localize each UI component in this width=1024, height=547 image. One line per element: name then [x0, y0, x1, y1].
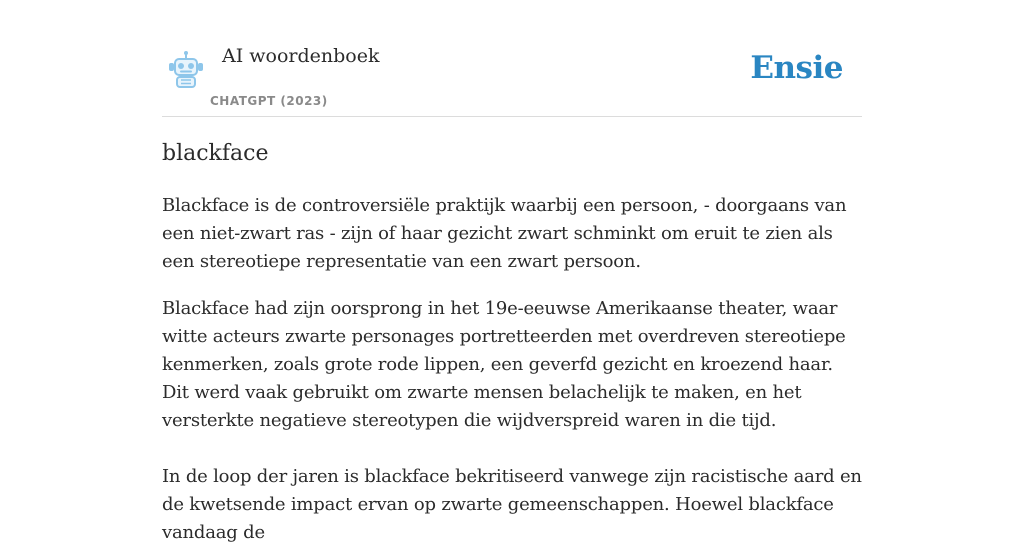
- entry-header: [162, 0, 862, 117]
- entry-content: [162, 136, 862, 547]
- robot-icon: [166, 50, 206, 90]
- source-meta: CHATGPT (2023): [210, 94, 328, 108]
- definition-paragraph: Blackface had zijn oorsprong in het 19e-eeuwse Amerikaanse theater, waar witte acteurs zwarte personages portretteerden met overdreven stereotiepe kenmerken, zoals grote rode lippen, een geverfd gezicht en kroezend haar. Dit werd vaak gebruikt om zwarte mensen belachelijk te maken, en het versterkte negatieve stereotypen die wijdverspreid waren in die tijd.: [162, 298, 846, 431]
- definition-paragraph: Blackface is de controversiële praktijk waarbij een persoon, - doorgaans van een niet-zwart ras - zijn of haar gezicht zwart schminkt om eruit te zien als een stereotiepe representatie van een zwart persoon.: [162, 195, 847, 272]
- definition-paragraph: In de loop der jaren is blackface bekritiseerd vanwege zijn racistische aard en de kwetsende impact ervan op zwarte gemeenschappen. Hoewel blackface vandaag de: [162, 466, 862, 543]
- entry-term: blackface: [162, 141, 269, 166]
- ensie-logo[interactable]: Ensie: [750, 50, 843, 86]
- dictionary-title[interactable]: AI woordenboek: [222, 45, 380, 67]
